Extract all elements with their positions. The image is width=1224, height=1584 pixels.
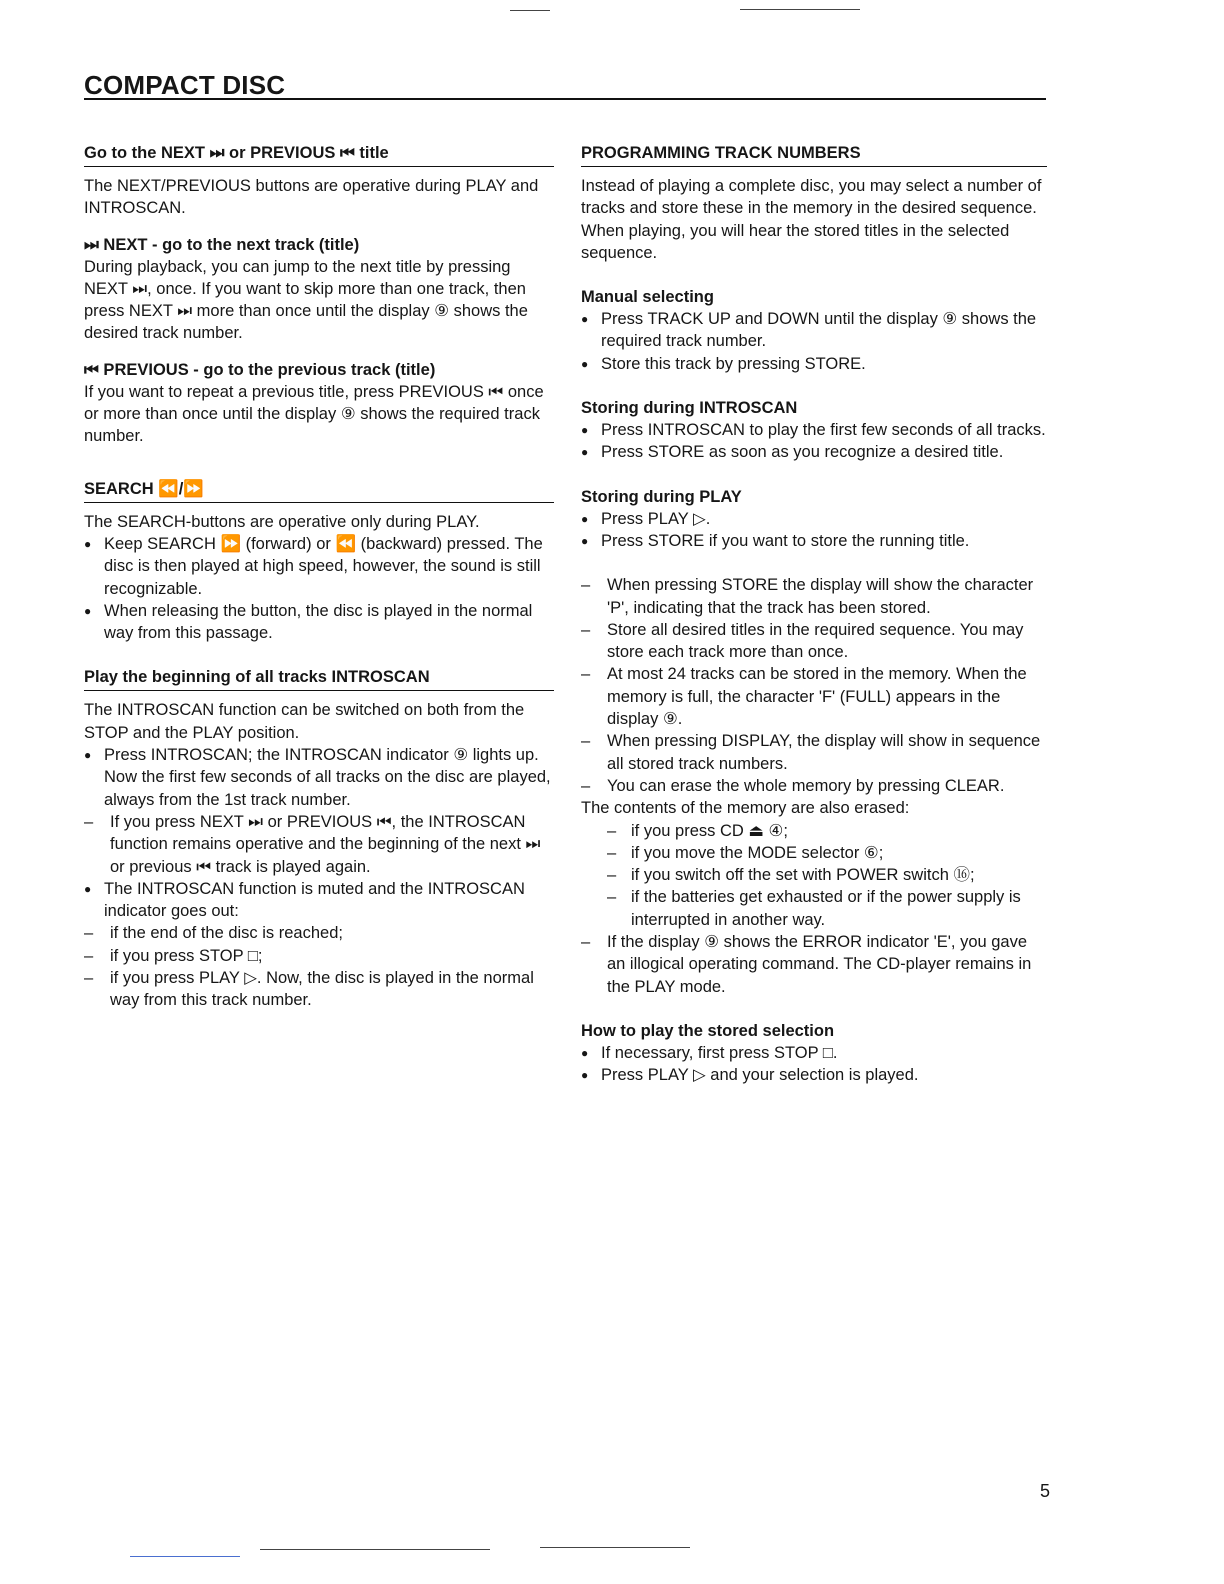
note-dash-6: – If the display ⑨ shows the ERROR indicator 'E', you gave an illogical operating command. The CD-player remains in the PLAY mode.	[581, 931, 1047, 998]
storing-play-bullet-1: ● Press PLAY ▷.	[581, 508, 1047, 530]
storing-play-bullet-2: ● Press STORE if you want to store the running title.	[581, 530, 1047, 552]
introscan-bullet-2: ● The INTROSCAN function is muted and the INTROSCAN indicator goes out:	[84, 878, 554, 923]
programming-intro: Instead of playing a complete disc, you may select a number of tracks and store these in the memory in the desired sequence. When playing, you will hear the stored titles in the selected sequence.	[581, 177, 1042, 262]
note-dash-1: – When pressing STORE the display will show the character 'P', indicating that the track has been stored.	[581, 574, 1047, 619]
introscan-dash-2: – if the end of the disc is reached;	[84, 922, 554, 944]
note-dash-2: – Store all desired titles in the required sequence. You may store each track more than once.	[581, 619, 1047, 664]
search-heading: SEARCH ⏪/⏩	[84, 478, 554, 503]
page-number: 5	[1040, 1481, 1051, 1501]
storing-play-heading: Storing during PLAY	[581, 487, 742, 506]
next-previous-intro: The NEXT/PREVIOUS buttons are operative during PLAY and INTROSCAN.	[84, 177, 539, 218]
search-bullet-2: ● When releasing the button, the disc is played in the normal way from this passage.	[84, 600, 554, 645]
how-to-play-bullet-2: ● Press PLAY ▷ and your selection is played.	[581, 1064, 1047, 1086]
page-title: COMPACT DISC	[84, 70, 286, 100]
note-dash-4: – When pressing DISPLAY, the display will show in sequence all stored track numbers.	[581, 730, 1047, 775]
storing-introscan-heading: Storing during INTROSCAN	[581, 399, 798, 418]
manual-bullet-2: ● Store this track by pressing STORE.	[581, 353, 1047, 375]
introscan-intro: The INTROSCAN function can be switched on both from the STOP and the PLAY position.	[84, 701, 525, 742]
introscan-heading: Play the beginning of all tracks INTROSCAN	[84, 666, 554, 691]
erase-item-1: – if you press CD ⏏ ④;	[581, 820, 1047, 842]
previous-track-heading: ⏮ PREVIOUS - go to the previous track (title)	[84, 360, 436, 379]
how-to-play-heading: How to play the stored selection	[581, 1021, 835, 1040]
search-bullet-1: ● Keep SEARCH ⏩ (forward) or ⏪ (backward) pressed. The disc is then played at high speed, however, the sound is still recognizable.	[84, 533, 554, 600]
note-dash-5: – You can erase the whole memory by pressing CLEAR.	[581, 775, 1047, 797]
erase-item-3: – if you switch off the set with POWER switch ⑯;	[581, 864, 1047, 886]
scan-artifact	[740, 9, 860, 10]
erase-item-2: – if you move the MODE selector ⑥;	[581, 842, 1047, 864]
right-column	[581, 142, 1047, 1087]
note-dash-3: – At most 24 tracks can be stored in the memory. When the memory is full, the character 'F' (FULL) appears in the display ⑨.	[581, 663, 1047, 730]
scan-artifact	[540, 1547, 690, 1548]
search-intro: The SEARCH-buttons are operative only during PLAY.	[84, 512, 480, 531]
introscan-dash-4: – if you press PLAY ▷. Now, the disc is played in the normal way from this track number.	[84, 967, 554, 1012]
introscan-dash-3: – if you press STOP □;	[84, 945, 554, 967]
next-track-text: During playback, you can jump to the next title by pressing NEXT ⏭, once. If you want to skip more than one track, then press NEXT ⏭ more than once until the display ⑨ shows the desired track number.	[84, 257, 528, 343]
erase-intro: The contents of the memory are also erased:	[581, 799, 910, 818]
programming-heading: PROGRAMMING TRACK NUMBERS	[581, 142, 1047, 167]
introscan-bullet-1: ● Press INTROSCAN; the INTROSCAN indicator ⑨ lights up. Now the first few seconds of all tracks on the disc are played, always from the 1st track number.	[84, 744, 554, 811]
introscan-dash-1: – If you press NEXT ⏭ or PREVIOUS ⏮, the INTROSCAN function remains operative and the beginning of the next ⏭ or previous ⏮ track is played again.	[84, 811, 554, 878]
manual-bullet-1: ● Press TRACK UP and DOWN until the display ⑨ shows the required track number.	[581, 308, 1047, 353]
manual-selecting-heading: Manual selecting	[581, 288, 714, 307]
scan-artifact	[130, 1556, 240, 1557]
title-rule	[84, 98, 1046, 100]
next-previous-heading: Go to the NEXT ⏭ or PREVIOUS ⏮ title	[84, 142, 554, 167]
scan-artifact	[260, 1549, 490, 1550]
next-track-heading: ⏭ NEXT - go to the next track (title)	[84, 235, 360, 254]
storing-introscan-bullet-2: ● Press STORE as soon as you recognize a desired title.	[581, 441, 1047, 463]
erase-item-4: – if the batteries get exhausted or if the power supply is interrupted in another way.	[581, 886, 1047, 931]
left-column	[84, 142, 554, 1012]
previous-track-text: If you want to repeat a previous title, press PREVIOUS ⏮ once or more than once until the display ⑨ shows the required track number.	[84, 382, 544, 446]
storing-introscan-bullet-1: ● Press INTROSCAN to play the first few seconds of all tracks.	[581, 419, 1047, 441]
scan-artifact	[510, 10, 550, 11]
how-to-play-bullet-1: ● If necessary, first press STOP □.	[581, 1042, 1047, 1064]
